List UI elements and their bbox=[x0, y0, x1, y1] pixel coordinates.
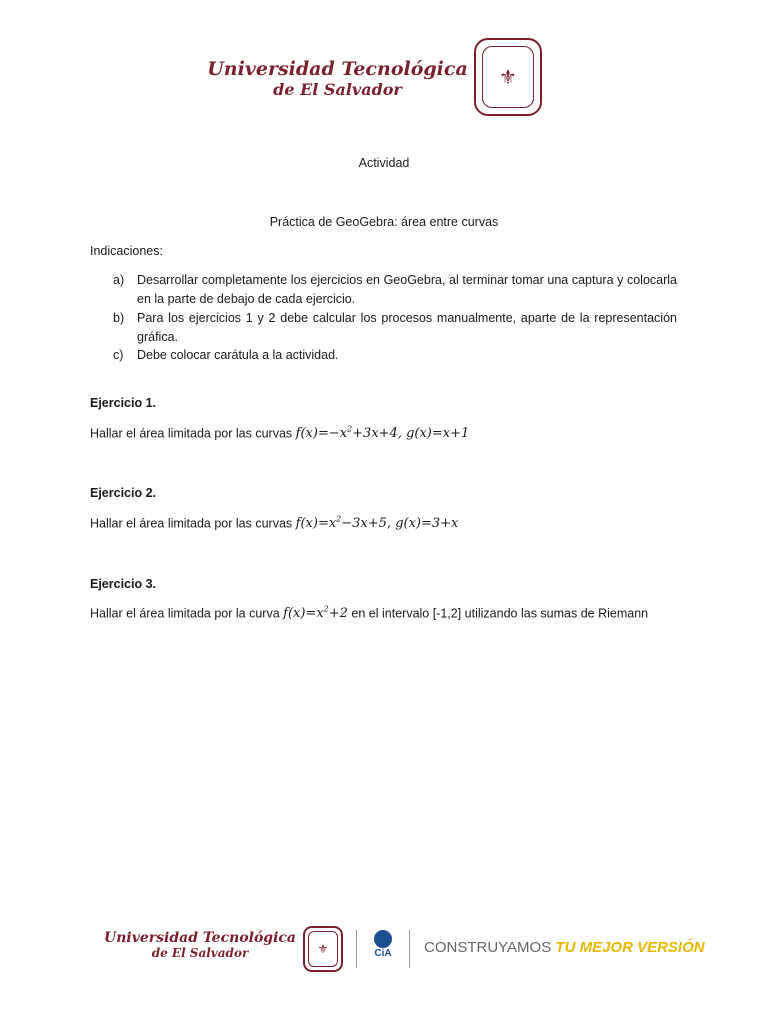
formula-part: f(x)=x bbox=[283, 606, 324, 622]
instruction-item bbox=[113, 346, 677, 365]
slogan-part-2: TU MEJOR VERSIÓN bbox=[555, 939, 705, 956]
cia-flame-icon bbox=[374, 930, 392, 948]
formula-part: −3x+5, g(x)=3+x bbox=[341, 516, 459, 532]
footer-logo-line1: Universidad Tecnológica bbox=[104, 930, 296, 946]
item-text: Desarrollar completamente los ejercicios en GeoGebra, al terminar tomar una captura y colocarla en la parte de debajo de cada ejercicio. bbox=[137, 273, 677, 306]
cia-logo bbox=[370, 930, 396, 959]
formula-exponent: 2 bbox=[336, 515, 342, 524]
logo-line2: de El Salvador bbox=[273, 80, 402, 99]
formula-exponent: 2 bbox=[347, 425, 353, 434]
item-label: c) bbox=[113, 348, 124, 362]
formula-part: f(x)=x bbox=[295, 516, 337, 532]
exercise-prefix: Hallar el área limitada por la curva bbox=[90, 606, 280, 621]
exercise-prefix: Hallar el área limitada por las curvas bbox=[90, 516, 293, 531]
footer-divider bbox=[409, 930, 410, 968]
slogan-part-1: CONSTRUYAMOS bbox=[424, 939, 552, 956]
formula bbox=[296, 516, 459, 531]
footer-logo bbox=[100, 930, 300, 960]
logo-line1: Universidad Tecnológica bbox=[207, 58, 468, 80]
exercise-suffix: en el intervalo [-1,2] utilizando las sumas de Riemann bbox=[351, 606, 649, 621]
instruction-item bbox=[113, 271, 677, 308]
exercise-2-text bbox=[90, 515, 458, 531]
exercise-1-text bbox=[90, 425, 469, 441]
formula bbox=[283, 606, 348, 621]
university-seal-icon: ⚜ bbox=[474, 38, 542, 116]
formula-part: +3x+4, g(x)=x+1 bbox=[352, 426, 470, 442]
formula bbox=[296, 426, 470, 441]
formula-exponent: 2 bbox=[323, 605, 329, 614]
exercise-3-title: Ejercicio 3. bbox=[90, 577, 157, 591]
formula-part: f(x)=−x bbox=[295, 426, 348, 442]
page-subtitle: Práctica de GeoGebra: área entre curvas bbox=[269, 215, 499, 229]
cia-label: CiA bbox=[374, 948, 392, 959]
item-label: a) bbox=[113, 273, 125, 287]
exercise-3-text bbox=[90, 605, 648, 621]
instructions-heading: Indicaciones: bbox=[90, 244, 163, 258]
exercise-prefix: Hallar el área limitada por las curvas bbox=[90, 426, 293, 441]
item-label: b) bbox=[113, 311, 125, 325]
footer-seal-icon: ⚜ bbox=[303, 926, 343, 972]
exercise-1-title: Ejercicio 1. bbox=[90, 396, 157, 410]
footer-divider bbox=[356, 930, 357, 968]
footer-slogan bbox=[424, 939, 705, 956]
page-title: Actividad bbox=[358, 156, 410, 170]
footer-logo-line2: de El Salvador bbox=[151, 946, 249, 960]
exercise-2-title: Ejercicio 2. bbox=[90, 486, 157, 500]
formula-part: +2 bbox=[328, 606, 348, 622]
instruction-item bbox=[113, 309, 677, 346]
item-text: Debe colocar carátula a la actividad. bbox=[137, 348, 339, 362]
header-logo bbox=[205, 58, 470, 99]
item-text: Para los ejercicios 1 y 2 debe calcular los procesos manualmente, aparte de la representación gráfica. bbox=[137, 311, 677, 344]
